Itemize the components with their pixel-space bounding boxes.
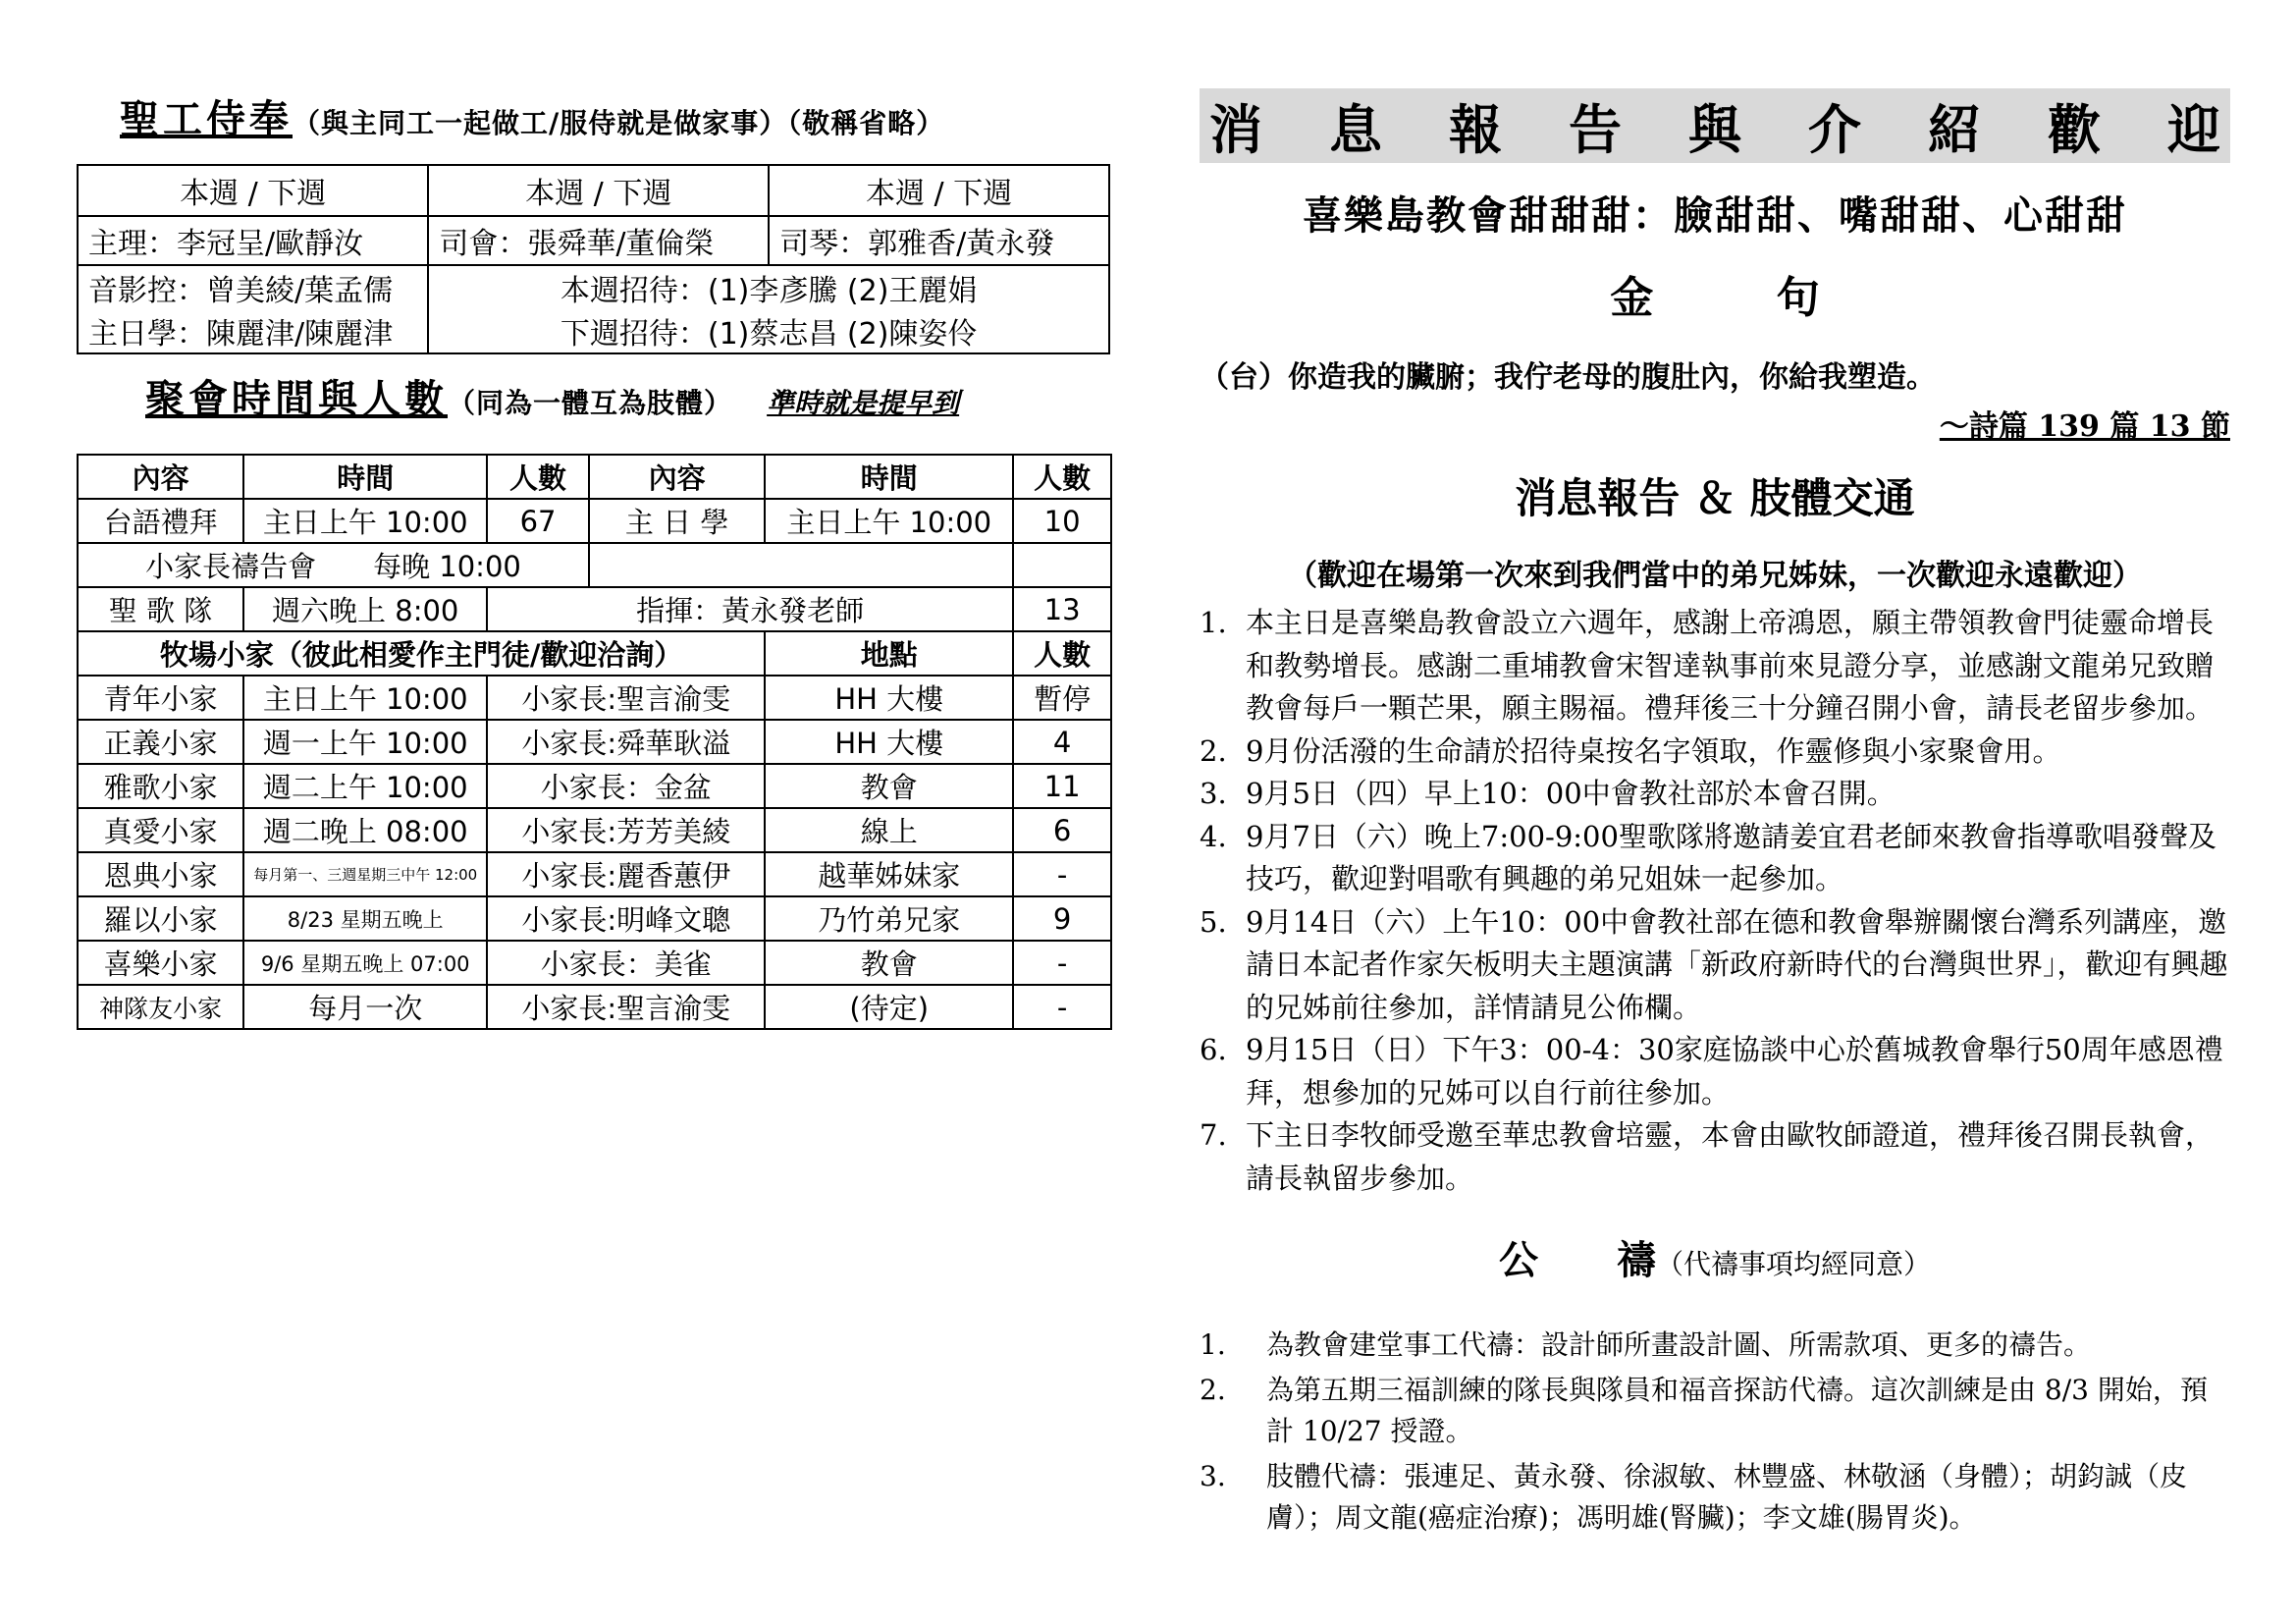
- left-page: [77, 88, 1112, 1030]
- news-item-text: 9月15日（日）下午3：00-4：30家庭協談中心於舊城教會舉行50周年感恩禮拜，想參加的兄姊可以自行前往參加。: [1246, 1033, 2223, 1110]
- meeting-time: 主日上午 10:00: [243, 499, 487, 543]
- list-item: 1. 本主日是喜樂島教會設立六週年，感謝上帝鴻恩，願主帶領教會門徒靈命增長和教勢增長。感謝二重埔教會宋智達執事前來見證分享，並感謝文龍弟兄致贈教會每戶一顆芒果，願主賜福。禮拜後三十分鐘召開小會，請長老留步參加。: [1200, 606, 2215, 725]
- service-cell: 司琴：郭雅香/黃永發: [769, 216, 1109, 265]
- group-count: -: [1013, 985, 1111, 1029]
- meeting-name: 聖 歌 隊: [78, 587, 243, 631]
- group-time: 週二晚上 08:00: [243, 808, 487, 852]
- news-item-text: 9月5日（四）早上10：00中會教社部於本會召開。: [1246, 777, 1896, 810]
- prayer-title: 公 禱: [1498, 1237, 1656, 1283]
- location-header: 地點: [765, 631, 1013, 676]
- group-leader: 小家長：美雀: [487, 941, 765, 985]
- banner-char: 消: [1209, 97, 1262, 161]
- group-name: 青年小家: [78, 676, 243, 720]
- banner-char: 紹: [1928, 97, 1981, 161]
- banner-char: 告: [1569, 97, 1622, 161]
- count-header: 人數: [1013, 631, 1111, 676]
- group-name: 正義小家: [78, 720, 243, 764]
- prayer-meeting: 小家長禱告會 每晚 10:00: [78, 543, 589, 587]
- group-place: 線上: [765, 808, 1013, 852]
- news-item-text: 9月份活潑的生命請於招待桌按名字領取，作靈修與小家聚會用。: [1246, 733, 2061, 768]
- list-item: 3. 肢體代禱：張連足、黃永發、徐淑敏、林豐盛、林敬涵（身體）；胡鈞誠（皮膚）；周文龍(癌症治療)；馮明雄(腎臟)；李文雄(腸胃炎)。: [1200, 1460, 2188, 1534]
- group-leader: 小家長:麗香蕙伊: [487, 852, 765, 896]
- meeting-header: 時間: [243, 455, 487, 499]
- group-time: 每月一次: [243, 985, 487, 1029]
- group-leader: 小家長:舜華耿溢: [487, 720, 765, 764]
- group-count: 暫停: [1013, 676, 1111, 720]
- group-time: 週一上午 10:00: [243, 720, 487, 764]
- service-header: 本週 / 下週: [769, 165, 1109, 216]
- table-row: [78, 985, 1111, 1029]
- group-time: 每月第一、三週星期三中午 12:00: [243, 852, 487, 896]
- table-row: [78, 499, 1111, 543]
- service-subtitle: （與主同工一起做工/服侍就是做家事）（敬稱省略）: [293, 107, 945, 139]
- service-header: 本週 / 下週: [428, 165, 769, 216]
- meeting-name: 主 日 學: [589, 499, 765, 543]
- meeting-title: 聚會時間與人數: [145, 376, 448, 422]
- news-item-text: 9月14日（六）上午10：00中會教社部在德和教會舉辦關懷台灣系列講座，邀請日本記者作家矢板明夫主題演講「新政府新時代的台灣與世界」，歡迎有興趣的兄姊前往參加，詳情請見公佈欄。: [1246, 904, 2228, 1024]
- group-leader: 小家長:聖言渝雯: [487, 676, 765, 720]
- group-count: 11: [1013, 764, 1111, 808]
- group-count: -: [1013, 941, 1111, 985]
- table-row: [78, 720, 1111, 764]
- group-count: 6: [1013, 808, 1111, 852]
- meeting-header: 人數: [1013, 455, 1111, 499]
- group-leader: 小家長:芳芳美綾: [487, 808, 765, 852]
- table-row: [78, 764, 1111, 808]
- list-item: 7. 下主日李牧師受邀至華忠教會培靈，本會由歐牧師證道，禮拜後召開長執會，請長執留步參加。: [1200, 1118, 2215, 1195]
- list-item: 3. 9月5日（四）早上10：00中會教社部於本會召開。: [1200, 777, 1896, 810]
- group-place: 教會: [765, 764, 1013, 808]
- prayer-item-text: 為第五期三福訓練的隊長與隊員和福音探訪代禱。這次訓練是由 8/3 開始，預計 10/27 授證。: [1266, 1374, 2208, 1447]
- meeting-header: 內容: [589, 455, 765, 499]
- group-time: 9/6 星期五晚上 07:00: [243, 941, 487, 985]
- group-name: 雅歌小家: [78, 764, 243, 808]
- news-item-text: 9月7日（六）晚上7:00-9:00聖歌隊將邀請姜宜君老師來教會指導歌唱發聲及技巧，歡迎對唱歌有興趣的弟兄姐妹一起參加。: [1246, 819, 2216, 895]
- table-row: [78, 676, 1111, 720]
- news-banner: [1200, 88, 2230, 163]
- group-leader: 小家長:聖言渝雯: [487, 985, 765, 1029]
- meeting-time: 主日上午 10:00: [765, 499, 1013, 543]
- service-title: 聖工侍奉: [120, 96, 293, 142]
- group-leader: 小家長:明峰文聰: [487, 896, 765, 941]
- banner-char: 介: [1808, 97, 1861, 161]
- news-item-text: 本主日是喜樂島教會設立六週年，感謝上帝鴻恩，願主帶領教會門徒靈命增長和教勢增長。感謝二重埔教會宋智達執事前來見證分享，並感謝文龍弟兄致贈教會每戶一顆芒果，願主賜福。禮拜後三十分鐘召開小會，請長老留步參加。: [1246, 606, 2215, 725]
- church-slogan: 喜樂島教會甜甜甜：臉甜甜、嘴甜甜、心甜甜: [1303, 192, 2127, 239]
- prayer-item-text: 肢體代禱：張連足、黃永發、徐淑敏、林豐盛、林敬涵（身體）；胡鈞誠（皮膚）；周文龍(癌症治療)；馮明雄(腎臟)；李文雄(腸胃炎)。: [1266, 1460, 2188, 1534]
- prayer-item-text: 為教會建堂事工代禱：設計師所畫設計圖、所需款項、更多的禱告。: [1266, 1328, 2092, 1361]
- service-header: 本週 / 下週: [78, 165, 428, 216]
- group-name: 真愛小家: [78, 808, 243, 852]
- banner-char: 息: [1329, 97, 1382, 161]
- group-count: 9: [1013, 896, 1111, 941]
- meeting-header: 時間: [765, 455, 1013, 499]
- choir-leader: 指揮：黃永發老師: [487, 587, 1013, 631]
- group-name: 喜樂小家: [78, 941, 243, 985]
- list-item: 2. 為第五期三福訓練的隊長與隊員和福音探訪代禱。這次訓練是由 8/3 開始，預計 10/27 授證。: [1200, 1374, 2208, 1447]
- group-place: 教會: [765, 941, 1013, 985]
- meeting-table: [77, 454, 1112, 1030]
- group-leader: 小家長：金盆: [487, 764, 765, 808]
- verse-reference: ～詩篇 139 篇 13 節: [1939, 409, 2230, 444]
- group-time: 週二上午 10:00: [243, 764, 487, 808]
- table-row: [78, 587, 1111, 631]
- meeting-motto: 準時就是提早到: [767, 387, 960, 419]
- table-row: [78, 808, 1111, 852]
- welcome-note: （歡迎在場第一次來到我們當中的弟兄姊妹，一次歡迎永遠歡迎）: [1288, 559, 2142, 593]
- group-name: 羅以小家: [78, 896, 243, 941]
- news-list: [1200, 602, 2230, 1200]
- meeting-section-title: [145, 368, 1112, 424]
- empty-cell: [589, 543, 1013, 587]
- group-count: 4: [1013, 720, 1111, 764]
- prayer-list: [1200, 1325, 2230, 1539]
- table-row: [78, 896, 1111, 941]
- list-item: 2. 9月份活潑的生命請於招待桌按名字領取，作靈修與小家聚會用。: [1200, 733, 2061, 768]
- list-item: 4. 9月7日（六）晚上7:00-9:00聖歌隊將邀請姜宜君老師來教會指導歌唱發聲及技巧，歡迎對唱歌有興趣的弟兄姐妹一起參加。: [1200, 819, 2216, 895]
- table-row: [78, 543, 1111, 587]
- sunday-school-teachers: 主日學：陳麗津/陳麗津: [88, 317, 394, 352]
- group-name: 恩典小家: [78, 852, 243, 896]
- meeting-header: 內容: [78, 455, 243, 499]
- meeting-name: 台語禮拜: [78, 499, 243, 543]
- banner-char: 與: [1688, 97, 1741, 161]
- list-item: 5. 9月14日（六）上午10：00中會教社部在德和教會舉辦關懷台灣系列講座，邀請日本記者作家矢板明夫主題演講「新政府新時代的台灣與世界」，歡迎有興趣的兄姊前往參加，詳情請見公佈欄。: [1200, 904, 2228, 1024]
- prayer-note: （代禱事項均經同意）: [1655, 1248, 1931, 1280]
- prayer-section-title: [1200, 1229, 2230, 1285]
- banner-char: 報: [1449, 97, 1502, 161]
- group-time: 8/23 星期五晚上: [243, 896, 487, 941]
- meeting-count: 13: [1013, 587, 1111, 631]
- banner-char: 歡: [2048, 97, 2101, 161]
- table-row: [78, 631, 1111, 676]
- group-count: -: [1013, 852, 1111, 896]
- group-place: HH 大樓: [765, 676, 1013, 720]
- group-place: HH 大樓: [765, 720, 1013, 764]
- av-control: 音影控：曾美綾/葉孟儒: [88, 274, 394, 308]
- service-cell: 主理：李冠呈/歐靜汝: [78, 216, 428, 265]
- meeting-time: 週六晚上 8:00: [243, 587, 487, 631]
- service-cell: [78, 309, 428, 353]
- banner-char: 迎: [2167, 97, 2220, 161]
- group-place: 越華姊妹家: [765, 852, 1013, 896]
- news-section-title: 消息報告 ＆ 肢體交通: [1515, 474, 1915, 522]
- groups-header: 牧場小家（彼此相愛作主門徒/歡迎洽詢）: [78, 631, 765, 676]
- golden-verse: （台）你造我的臟腑；我佇老母的腹肚內，你給我塑造。: [1200, 360, 1936, 395]
- meeting-count: 67: [487, 499, 589, 543]
- meeting-count: 10: [1013, 499, 1111, 543]
- service-table: [77, 164, 1110, 354]
- service-cell: [78, 265, 428, 309]
- list-item: 1. 為教會建堂事工代禱：設計師所畫設計圖、所需款項、更多的禱告。: [1200, 1328, 2092, 1361]
- usher-this-week: 本週招待：(1)李彥騰 (2)王麗娟: [428, 265, 1109, 309]
- golden-verse-title: 金 句: [1610, 273, 1820, 323]
- table-row: [78, 941, 1111, 985]
- right-page: [1200, 88, 2230, 1543]
- group-time: 主日上午 10:00: [243, 676, 487, 720]
- usher-next-week: 下週招待：(1)蔡志昌 (2)陳姿伶: [428, 309, 1109, 353]
- list-item: 6. 9月15日（日）下午3：00-4：30家庭協談中心於舊城教會舉行50周年感恩禮拜，想參加的兄姊可以自行前往參加。: [1200, 1033, 2223, 1110]
- empty-cell: [1013, 543, 1111, 587]
- news-item-text: 下主日李牧師受邀至華忠教會培靈，本會由歐牧師證道，禮拜後召開長執會，請長執留步參加。: [1246, 1118, 2215, 1195]
- meeting-subtitle: （同為一體互為肢體）: [448, 387, 733, 419]
- group-name: 神隊友小家: [78, 985, 243, 1029]
- group-place: (待定): [765, 985, 1013, 1029]
- group-place: 乃竹弟兄家: [765, 896, 1013, 941]
- service-section-title: [120, 88, 1112, 144]
- meeting-header: 人數: [487, 455, 589, 499]
- table-row: [78, 852, 1111, 896]
- service-cell: 司會：張舜華/董倫榮: [428, 216, 769, 265]
